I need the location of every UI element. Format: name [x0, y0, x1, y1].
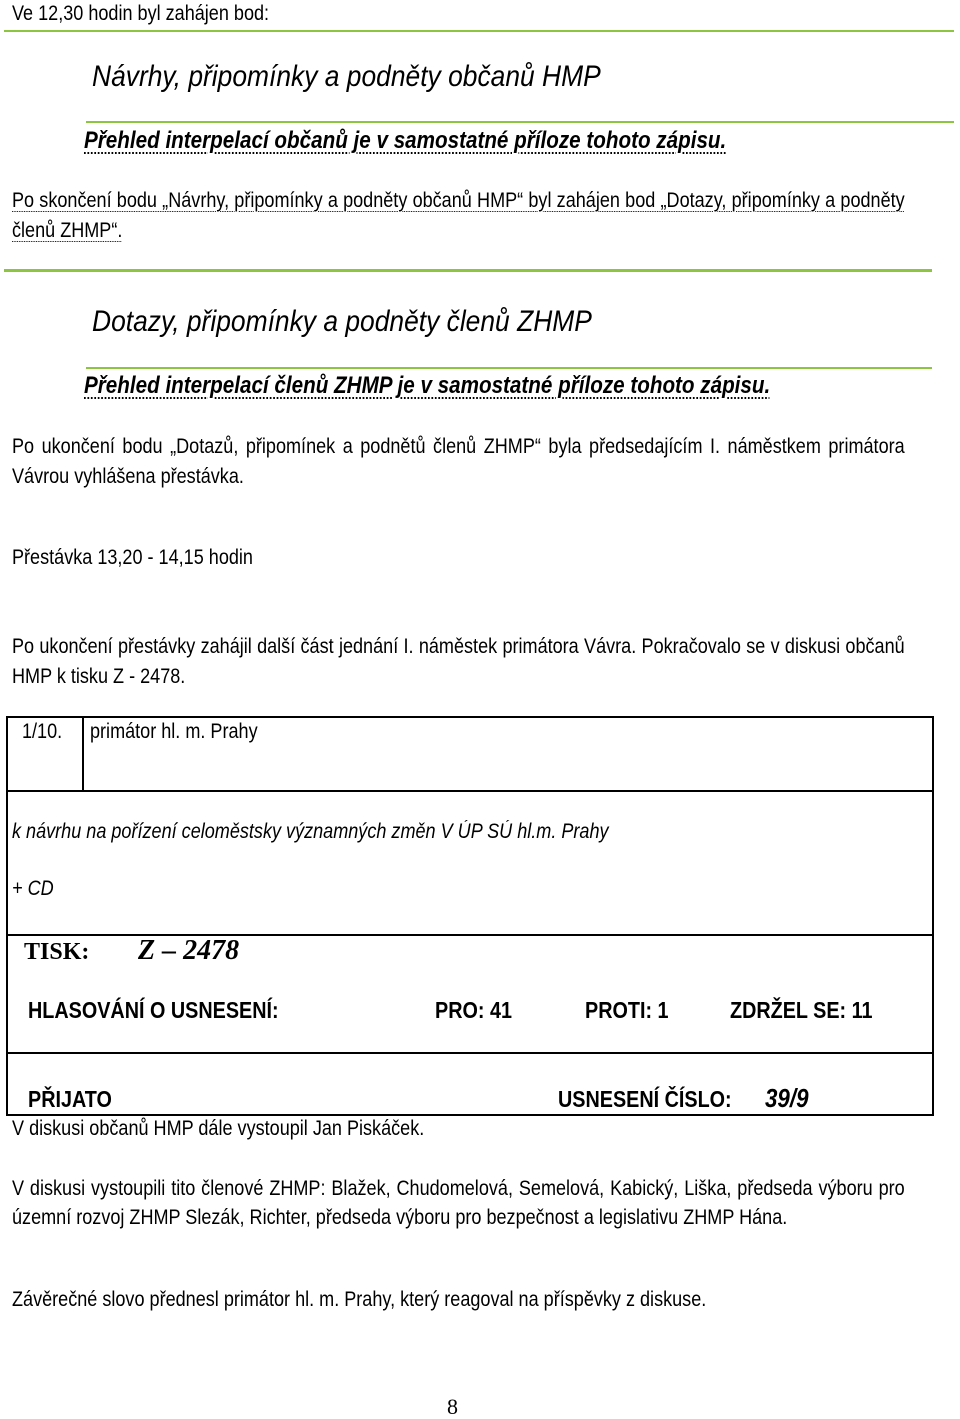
tisk-value: Z – 2478 [138, 935, 240, 966]
page-number: 8 [447, 1394, 458, 1419]
closing-text: Závěrečné slovo přednesl primátor hl. m. Prahy, který reagoval na příspěvky z diskuse. [12, 1288, 707, 1311]
item-title: k návrhu na pořízení celoměstsky významných změn V ÚP SÚ hl.m. Prahy [12, 820, 609, 843]
voting-proti: PROTI: 1 [585, 997, 669, 1023]
section2-note: Po ukončení bodu „Dotazů, připomínek a podnětů členů ZHMP“ byla předsedajícím I. náměstkem primátora Vávrou vyhlášena přestávka. [12, 435, 905, 488]
discussion-members: V diskusi vystoupili tito členové ZHMP: Blažek, Chudomelová, Semelová, Kabický, Liška, předseda výboru pro územní rozvoj ZHMP Slezák, Richter, předseda výboru pro bezpečnost a legislativu ZHMP Hána. [12, 1177, 905, 1229]
section1-heading: Návrhy, připomínky a podněty občanů HMP [92, 60, 601, 93]
section2-rule [86, 367, 932, 369]
section1-subheading: Přehled interpelací občanů je v samostatné příloze tohoto zápisu. [84, 127, 727, 154]
section1-note: Po skončení bodu „Návrhy, připomínky a podněty občanů HMP“ byl zahájen bod „Dotazy, připomínky a podněty členů ZHMP“. [12, 189, 905, 242]
voting-bottom-rule [8, 1052, 934, 1054]
item-presenter: primátor hl. m. Prahy [90, 720, 258, 743]
tisk-label: TISK: [24, 939, 90, 965]
intro-text: Ve 12,30 hodin byl zahájen bod: [12, 2, 270, 25]
section2-subheading: Přehled interpelací členů ZHMP je v samostatné příloze tohoto zápisu. [84, 372, 771, 399]
discussion-citizens: V diskusi občanů HMP dále vystoupil Jan Piskáček. [12, 1117, 425, 1140]
break-time: Přestávka 13,20 - 14,15 hodin [12, 546, 253, 569]
resolution-label: USNESENÍ ČÍSLO: [558, 1086, 732, 1112]
top-rule [4, 30, 954, 32]
item-divider [82, 716, 84, 792]
section1-rule [86, 121, 954, 123]
result-status: PŘIJATO [28, 1086, 112, 1112]
item-number: 1/10. [22, 720, 63, 743]
voting-label: HLASOVÁNÍ O USNESENÍ: [28, 997, 279, 1023]
section2-heading: Dotazy, připomínky a podněty členů ZHMP [92, 305, 592, 338]
voting-zdrzel: ZDRŽEL SE: 11 [730, 997, 873, 1023]
item-extra: + CD [12, 877, 54, 900]
resolution-number: 39/9 [765, 1083, 809, 1113]
resume-text: Po ukončení přestávky zahájil další část jednání I. náměstek primátora Vávra. Pokračovalo se v diskusi občanů HMP k tisku Z - 2478. [12, 635, 905, 688]
section1-end-rule [4, 269, 932, 272]
voting-pro: PRO: 41 [435, 997, 512, 1023]
